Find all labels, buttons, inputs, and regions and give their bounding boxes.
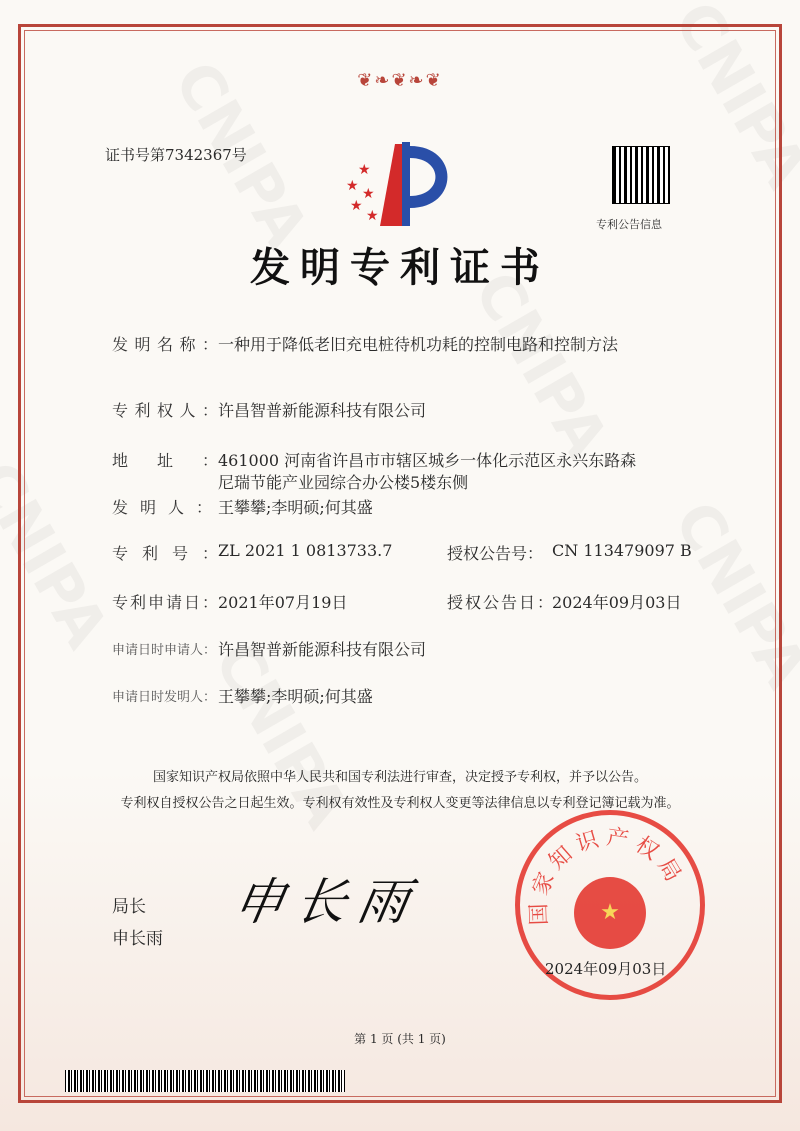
inventor-at-filing-label: 申请日时发明人： [112, 690, 217, 705]
grant-pub-number-value: CN 113479097 B [552, 541, 692, 560]
invention-name-label: 发明名称： [112, 335, 218, 354]
patentee-label: 专利权人： [112, 401, 218, 420]
svg-text:★: ★ [358, 162, 371, 178]
application-date-label: 专利申请日： [112, 593, 218, 612]
seal-text: 国家知识产权局 [526, 824, 689, 926]
inventors-label: 发明人： [112, 498, 212, 517]
svg-text:★: ★ [600, 900, 620, 925]
notice-line-2: 专利权自授权公告之日起生效。专利权有效性及专利权人变更等法律信息以专利登记簿记载为准。 [120, 796, 680, 811]
patent-number-label: 专利号： [112, 544, 218, 563]
svg-text:★: ★ [346, 178, 359, 194]
grant-pub-date-label: 授权公告日： [447, 593, 556, 612]
patent-number-value: ZL 2021 1 0813733.7 [218, 541, 393, 560]
cnipa-logo [340, 138, 465, 230]
patentee-value: 许昌智普新能源科技有限公司 [218, 401, 427, 420]
certificate-number: 证书号第7342367号 [105, 146, 247, 164]
page-title: 发明专利证书 [250, 244, 550, 291]
barcode [65, 1070, 345, 1092]
notice-line-1: 国家知识产权局依照中华人民共和国专利法进行审查，决定授予专利权，并予以公告。 [152, 770, 647, 785]
address-label: 地址： [112, 451, 218, 470]
svg-text:★: ★ [350, 198, 363, 214]
signature: 申长雨 [229, 873, 426, 931]
svg-text:★: ★ [366, 208, 379, 224]
invention-name-value: 一种用于降低老旧充电桩待机功耗的控制电路和控制方法 [218, 335, 619, 354]
inventor-at-filing-value: 王攀攀;李明硕;何其盛 [218, 687, 373, 706]
address-value-line2: 尼瑞节能产业园综合办公楼5楼东侧 [218, 473, 469, 492]
inventors-value: 王攀攀;李明硕;何其盛 [218, 498, 373, 517]
application-date-value: 2021年07月19日 [218, 593, 348, 612]
top-ornament: ❦❧❦❧❦ [357, 70, 443, 91]
address-value-line1: 461000 河南省许昌市市辖区城乡一体化示范区永兴东路森 [218, 451, 637, 470]
page-indicator: 第 1 页 (共 1 页) [354, 1032, 446, 1046]
seal-date: 2024年09月03日 [545, 960, 667, 978]
grant-pub-date-value: 2024年09月03日 [552, 593, 682, 612]
svg-text:★: ★ [362, 186, 375, 202]
grant-pub-number-label: 授权公告号： [447, 544, 544, 563]
signatory-title: 局长 [112, 897, 146, 917]
qr-label: 专利公告信息 [596, 218, 662, 231]
signatory-name: 申长雨 [112, 929, 163, 949]
applicant-at-filing-label: 申请日时申请人： [112, 643, 217, 658]
qr-code[interactable] [612, 146, 670, 204]
applicant-at-filing-value: 许昌智普新能源科技有限公司 [218, 640, 427, 659]
